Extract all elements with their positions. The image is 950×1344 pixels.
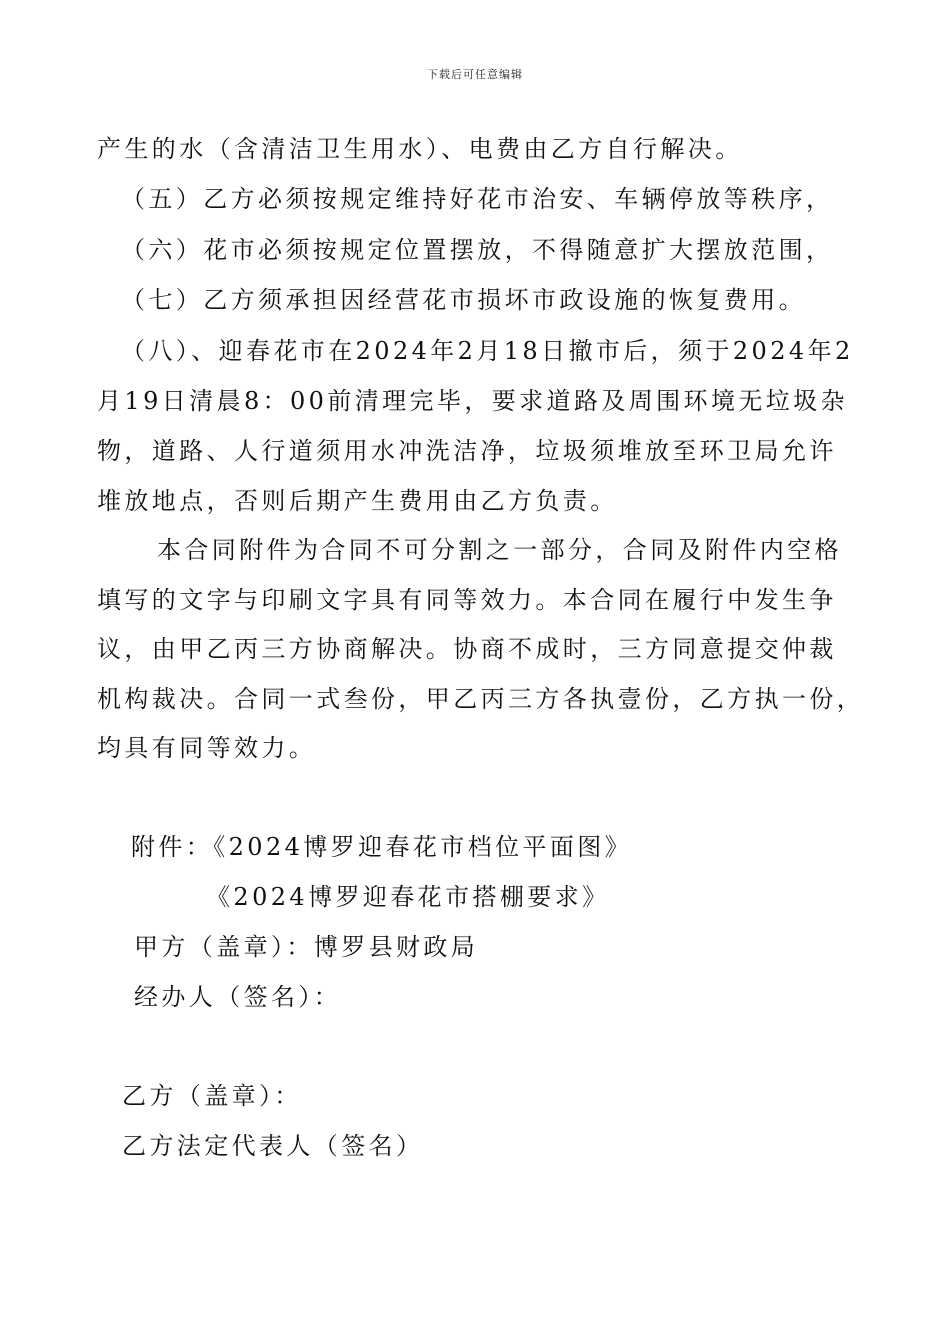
page-header: 下载后可任意编辑 [427,68,523,81]
clause-5: （五）乙方必须按规定维持好花市治安、车辆停放等秩序， [121,185,834,213]
clause-8-line-3: 物，道路、人行道须用水冲洗洁净，垃圾须堆放至环卫局允许 [97,437,837,465]
closing-line-5: 均具有同等效力。 [97,734,317,762]
handler-signature: 经办人（签名）： [134,983,342,1011]
closing-line-2: 填写的文字与印刷文字具有同等效力。本合同在履行中发生争 [97,586,837,614]
clause-7: （七）乙方须承担因经营花市损坏市政设施的恢复费用。 [121,286,806,314]
paragraph-water-electricity: 产生的水（含清洁卫生用水）、电费由乙方自行解决。 [97,135,743,163]
clause-8-line-2: 月19日清晨8：00前清理完毕，要求道路及周围环境无垃圾杂 [97,387,848,415]
party-b-seal: 乙方（盖章）： [122,1082,302,1110]
clause-8-line-1: （八）、迎春花市在2024年2月18日撤市后，须于2024年2 [121,337,854,365]
closing-line-1: 本合同附件为合同不可分割之一部分，合同及附件内空格 [157,536,842,564]
attachment-line-1: 附件：《2024博罗迎春花市档位平面图》 [131,833,633,861]
attachment-line-2: 《2024博罗迎春花市搭棚要求》 [206,883,610,911]
clause-8-line-4: 堆放地点，否则后期产生费用由乙方负责。 [97,487,618,515]
clause-6: （六）花市必须按规定位置摆放，不得随意扩大摆放范围， [121,236,834,264]
party-a-seal: 甲方（盖章）：博罗县财政局 [134,933,479,961]
party-b-representative-signature: 乙方法定代表人（签名） [122,1132,424,1160]
closing-line-3: 议，由甲乙丙三方协商解决。协商不成时，三方同意提交仲裁 [97,635,837,663]
closing-line-4: 机构裁决。合同一式叁份，甲乙丙三方各执壹份，乙方执一份， [97,685,865,713]
